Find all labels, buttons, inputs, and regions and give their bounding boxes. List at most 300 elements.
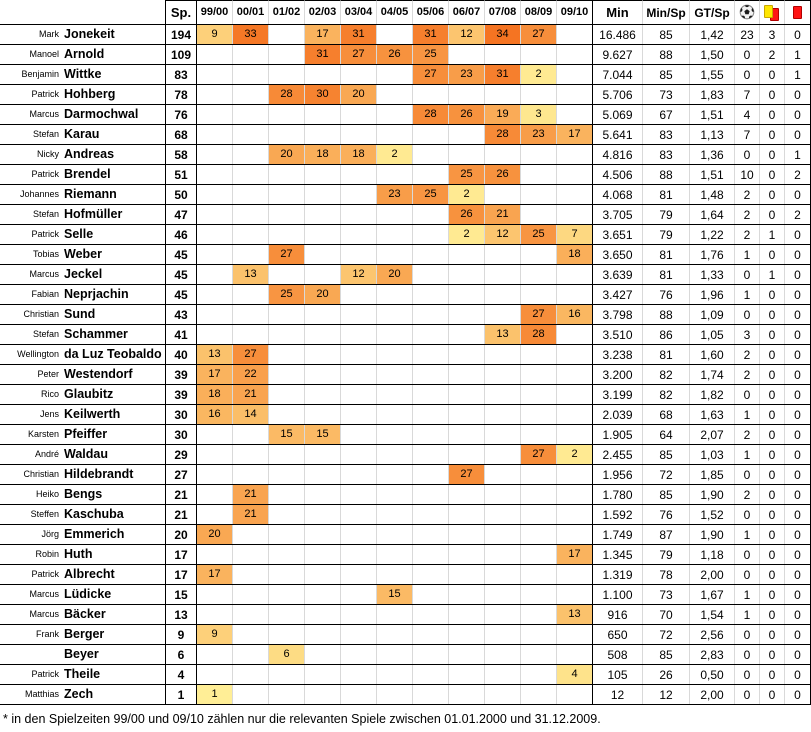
season-games-cell [485, 285, 521, 304]
season-games-cell [485, 525, 521, 544]
goals-cell: 1 [735, 285, 760, 304]
minutes-per-game-cell: 26 [643, 665, 690, 684]
season-games-cell: 28 [269, 85, 305, 104]
goals-cell: 2 [735, 185, 760, 204]
season-games-cell [449, 645, 485, 664]
season-games-cell [269, 345, 305, 364]
season-games-cell: 27 [269, 245, 305, 264]
player-first-name: Christian [23, 309, 59, 319]
games-played-cell: 45 [166, 245, 197, 264]
season-games-cell [413, 125, 449, 144]
red-cards-cell: 0 [785, 85, 811, 104]
season-games-cell [377, 485, 413, 504]
season-games-cell [557, 525, 593, 544]
player-first-name: Stefan [32, 209, 59, 219]
yellow-cards-cell: 0 [760, 445, 785, 464]
season-games-cell [485, 385, 521, 404]
season-games-cell: 26 [449, 205, 485, 224]
season-games-cell [377, 245, 413, 264]
goals-cell: 0 [735, 385, 760, 404]
player-last-name: Pfeiffer [64, 427, 108, 442]
season-games-cell [377, 25, 413, 44]
season-column-header: 03/04 [341, 0, 377, 24]
games-played-cell: 76 [166, 105, 197, 124]
minutes-per-game-cell: 85 [643, 65, 690, 84]
goals-against-per-game-cell: 1,83 [690, 85, 735, 104]
season-games-cell [269, 325, 305, 344]
season-games-cell [521, 365, 557, 384]
minutes-cell: 2.039 [593, 405, 643, 424]
season-games-cell [521, 385, 557, 404]
goals-cell: 1 [735, 405, 760, 424]
season-games-cell [377, 365, 413, 384]
minutes-per-game-cell: 81 [643, 245, 690, 264]
player-row [0, 145, 811, 165]
minutes-cell: 1.956 [593, 465, 643, 484]
player-name-cell [0, 405, 166, 424]
minutes-per-game-column-header: Min/Sp [643, 0, 690, 24]
goals-against-per-game-cell: 1,50 [690, 45, 735, 64]
season-games-cell [377, 85, 413, 104]
season-column-header: 02/03 [305, 0, 341, 24]
season-games-cell [197, 105, 233, 124]
games-played-cell: 47 [166, 205, 197, 224]
player-first-name: Johannes [19, 189, 59, 199]
player-last-name: Berger [64, 627, 105, 642]
season-games-cell [233, 205, 269, 224]
season-games-cell [233, 245, 269, 264]
goals-against-per-game-cell: 1,05 [690, 325, 735, 344]
season-games-cell [521, 525, 557, 544]
season-games-cell [197, 645, 233, 664]
player-column-header [0, 0, 166, 24]
season-games-cell [449, 445, 485, 464]
yellow-cards-cell: 1 [760, 265, 785, 284]
yellow-cards-cell: 0 [760, 585, 785, 604]
yellow-cards-cell: 0 [760, 505, 785, 524]
season-games-cell [485, 265, 521, 284]
season-games-cell: 19 [485, 105, 521, 124]
minutes-cell: 3.200 [593, 365, 643, 384]
season-games-cell [341, 205, 377, 224]
games-played-cell: 43 [166, 305, 197, 324]
season-games-cell: 20 [305, 285, 341, 304]
player-first-name: Stefan [32, 129, 59, 139]
minutes-per-game-cell: 88 [643, 165, 690, 184]
minutes-per-game-cell: 68 [643, 405, 690, 424]
minutes-cell: 1.345 [593, 545, 643, 564]
season-games-cell [305, 525, 341, 544]
season-games-cell [341, 165, 377, 184]
player-last-name: Arnold [64, 47, 105, 62]
player-first-name: Marcus [29, 109, 59, 119]
minutes-column-header: Min [593, 0, 643, 24]
season-games-cell: 2 [377, 145, 413, 164]
season-games-cell [341, 565, 377, 584]
season-games-cell [413, 225, 449, 244]
minutes-per-game-cell: 73 [643, 585, 690, 604]
season-games-cell [341, 505, 377, 524]
goals-cell: 1 [735, 585, 760, 604]
season-games-cell [341, 445, 377, 464]
red-cards-cell: 0 [785, 665, 811, 684]
season-games-cell: 17 [557, 545, 593, 564]
season-games-cell [377, 345, 413, 364]
goals-cell: 2 [735, 225, 760, 244]
season-games-cell [449, 665, 485, 684]
games-played-column-header: Sp. [166, 0, 197, 24]
season-games-cell [557, 45, 593, 64]
season-column-header: 09/10 [557, 0, 593, 24]
season-games-cell [377, 545, 413, 564]
goals-cell: 0 [735, 65, 760, 84]
player-name-cell [0, 145, 166, 164]
season-column-header: 08/09 [521, 0, 557, 24]
player-name-cell [0, 125, 166, 144]
season-games-cell [557, 565, 593, 584]
season-games-cell [233, 425, 269, 444]
season-games-cell [449, 245, 485, 264]
player-last-name: Karau [64, 127, 100, 142]
player-last-name: Jeckel [64, 267, 103, 282]
red-cards-column-header [785, 0, 811, 24]
season-games-cell [521, 485, 557, 504]
minutes-cell: 12 [593, 685, 643, 704]
season-games-cell [557, 465, 593, 484]
goals-against-per-game-cell: 1,13 [690, 125, 735, 144]
season-games-cell [377, 425, 413, 444]
season-games-cell: 21 [485, 205, 521, 224]
season-games-cell [233, 185, 269, 204]
player-row [0, 225, 811, 245]
season-games-cell [521, 45, 557, 64]
minutes-per-game-cell: 85 [643, 645, 690, 664]
table-header-row [0, 0, 811, 25]
season-games-cell [269, 385, 305, 404]
season-games-cell: 18 [305, 145, 341, 164]
player-name-cell [0, 65, 166, 84]
player-name-cell [0, 505, 166, 524]
season-games-cell [197, 325, 233, 344]
minutes-cell: 3.651 [593, 225, 643, 244]
yellow-cards-column-header [760, 0, 785, 24]
player-row [0, 85, 811, 105]
yellow-cards-cell: 0 [760, 65, 785, 84]
minutes-per-game-cell: 81 [643, 265, 690, 284]
season-games-cell [485, 445, 521, 464]
season-games-cell [269, 505, 305, 524]
season-games-cell [341, 485, 377, 504]
season-games-cell [413, 85, 449, 104]
season-games-cell [557, 165, 593, 184]
season-games-cell: 12 [341, 265, 377, 284]
games-played-cell: 83 [166, 65, 197, 84]
season-games-cell [197, 425, 233, 444]
season-games-cell [521, 605, 557, 624]
season-games-cell [233, 585, 269, 604]
minutes-cell: 1.780 [593, 485, 643, 504]
season-games-cell [413, 525, 449, 544]
season-games-cell [305, 245, 341, 264]
player-row [0, 345, 811, 365]
season-games-cell [377, 125, 413, 144]
red-cards-cell: 0 [785, 485, 811, 504]
season-games-cell [449, 265, 485, 284]
games-played-cell: 17 [166, 565, 197, 584]
player-first-name: Patrick [31, 229, 59, 239]
season-games-cell [449, 45, 485, 64]
minutes-per-game-cell: 72 [643, 625, 690, 644]
player-first-name: Steffen [30, 509, 59, 519]
season-games-cell: 16 [197, 405, 233, 424]
season-games-cell [305, 365, 341, 384]
season-games-cell [377, 665, 413, 684]
season-games-cell [377, 565, 413, 584]
games-played-cell: 51 [166, 165, 197, 184]
season-games-cell [269, 25, 305, 44]
goals-cell: 4 [735, 105, 760, 124]
season-games-cell [197, 465, 233, 484]
yellow-cards-cell: 0 [760, 205, 785, 224]
season-games-cell [377, 165, 413, 184]
red-cards-cell: 0 [785, 625, 811, 644]
season-games-cell [269, 485, 305, 504]
season-games-cell: 21 [233, 505, 269, 524]
games-played-cell: 58 [166, 145, 197, 164]
games-played-cell: 41 [166, 325, 197, 344]
season-games-cell [305, 385, 341, 404]
goals-against-per-game-cell: 1,36 [690, 145, 735, 164]
player-name-cell [0, 165, 166, 184]
season-games-cell [413, 365, 449, 384]
minutes-cell: 1.100 [593, 585, 643, 604]
season-games-cell: 17 [197, 365, 233, 384]
season-games-cell: 27 [341, 45, 377, 64]
season-games-cell [377, 65, 413, 84]
season-games-cell [305, 445, 341, 464]
goals-against-per-game-cell: 2,56 [690, 625, 735, 644]
player-last-name: Hildebrandt [64, 467, 134, 482]
season-games-cell [197, 545, 233, 564]
player-first-name: Manoel [29, 49, 59, 59]
season-games-cell [341, 425, 377, 444]
yellow-cards-cell: 0 [760, 485, 785, 504]
minutes-cell: 508 [593, 645, 643, 664]
player-last-name: Darmochwal [64, 107, 139, 122]
player-name-cell [0, 425, 166, 444]
season-games-cell [449, 585, 485, 604]
goals-against-per-game-cell: 1,90 [690, 525, 735, 544]
season-games-cell [305, 645, 341, 664]
yellow-cards-cell: 0 [760, 365, 785, 384]
games-played-cell: 109 [166, 45, 197, 64]
goals-cell: 1 [735, 445, 760, 464]
goals-against-per-game-cell: 1,55 [690, 65, 735, 84]
season-games-cell [521, 625, 557, 644]
player-last-name: Waldau [64, 447, 108, 462]
season-games-cell [233, 225, 269, 244]
season-games-cell [269, 465, 305, 484]
goals-against-per-game-cell: 1,03 [690, 445, 735, 464]
player-row [0, 445, 811, 465]
season-games-cell [233, 465, 269, 484]
red-cards-cell: 0 [785, 245, 811, 264]
yellow-cards-cell: 0 [760, 405, 785, 424]
player-row [0, 625, 811, 645]
games-played-cell: 45 [166, 285, 197, 304]
minutes-per-game-cell: 12 [643, 685, 690, 704]
season-games-cell: 18 [557, 245, 593, 264]
minutes-cell: 16.486 [593, 25, 643, 44]
season-games-cell [341, 525, 377, 544]
player-row [0, 25, 811, 45]
season-games-cell [449, 405, 485, 424]
season-games-cell: 31 [413, 25, 449, 44]
player-first-name: Patrick [31, 169, 59, 179]
season-games-cell [341, 665, 377, 684]
red-cards-cell: 0 [785, 605, 811, 624]
minutes-cell: 1.905 [593, 425, 643, 444]
player-row [0, 205, 811, 225]
season-games-cell [269, 185, 305, 204]
red-cards-cell: 1 [785, 65, 811, 84]
goals-cell: 2 [735, 345, 760, 364]
season-games-cell: 26 [449, 105, 485, 124]
player-name-cell [0, 385, 166, 404]
season-games-cell [233, 325, 269, 344]
goals-against-per-game-cell: 1,22 [690, 225, 735, 244]
season-games-cell [557, 625, 593, 644]
season-games-cell [413, 425, 449, 444]
season-games-cell [197, 445, 233, 464]
yellow-cards-cell: 0 [760, 185, 785, 204]
minutes-cell: 916 [593, 605, 643, 624]
yellow-red-card-icon [763, 4, 781, 22]
player-row [0, 325, 811, 345]
season-games-cell [197, 665, 233, 684]
minutes-per-game-cell: 85 [643, 25, 690, 44]
yellow-cards-cell: 0 [760, 465, 785, 484]
player-last-name: da Luz Teobaldo [64, 347, 162, 362]
red-cards-cell: 0 [785, 345, 811, 364]
season-games-cell [341, 645, 377, 664]
season-games-cell: 13 [557, 605, 593, 624]
season-games-cell [413, 345, 449, 364]
games-played-cell: 30 [166, 425, 197, 444]
season-games-cell [269, 445, 305, 464]
games-played-cell: 21 [166, 505, 197, 524]
red-cards-cell: 0 [785, 125, 811, 144]
season-games-cell [269, 165, 305, 184]
player-first-name: Marcus [29, 609, 59, 619]
season-games-cell [305, 205, 341, 224]
player-row [0, 105, 811, 125]
season-games-cell [341, 245, 377, 264]
season-games-cell [413, 585, 449, 604]
yellow-cards-cell: 0 [760, 545, 785, 564]
minutes-per-game-cell: 86 [643, 325, 690, 344]
season-games-cell [413, 325, 449, 344]
goals-cell: 0 [735, 685, 760, 704]
season-games-cell [341, 225, 377, 244]
goals-cell: 1 [735, 245, 760, 264]
player-last-name: Huth [64, 547, 93, 562]
season-games-cell [377, 205, 413, 224]
red-cards-cell: 0 [785, 645, 811, 664]
player-last-name: Hohberg [64, 87, 116, 102]
red-cards-cell: 0 [785, 525, 811, 544]
season-games-cell [233, 305, 269, 324]
red-cards-cell: 0 [785, 565, 811, 584]
goals-cell: 0 [735, 665, 760, 684]
player-first-name: Benjamin [21, 69, 59, 79]
minutes-cell: 3.705 [593, 205, 643, 224]
season-games-cell: 2 [449, 225, 485, 244]
player-first-name: Mark [39, 29, 59, 39]
minutes-cell: 5.069 [593, 105, 643, 124]
player-last-name: Riemann [64, 187, 117, 202]
season-games-cell: 25 [449, 165, 485, 184]
player-last-name: Neprjachin [64, 287, 129, 302]
season-games-cell: 15 [269, 425, 305, 444]
season-games-cell [521, 205, 557, 224]
minutes-cell: 9.627 [593, 45, 643, 64]
season-games-cell [557, 185, 593, 204]
season-games-cell [341, 685, 377, 704]
season-games-cell [485, 565, 521, 584]
season-games-cell: 25 [521, 225, 557, 244]
season-games-cell [557, 645, 593, 664]
player-row [0, 425, 811, 445]
player-first-name: Rico [40, 389, 59, 399]
season-games-cell [269, 625, 305, 644]
season-games-cell [377, 505, 413, 524]
season-games-cell [269, 605, 305, 624]
season-games-cell [341, 125, 377, 144]
season-games-cell [557, 505, 593, 524]
season-games-cell: 1 [197, 685, 233, 704]
red-cards-cell: 0 [785, 685, 811, 704]
minutes-per-game-cell: 64 [643, 425, 690, 444]
season-games-cell: 28 [521, 325, 557, 344]
goals-cell: 7 [735, 125, 760, 144]
minutes-cell: 1.319 [593, 565, 643, 584]
season-games-cell [341, 65, 377, 84]
season-games-cell [521, 465, 557, 484]
season-games-cell [377, 525, 413, 544]
season-games-cell [269, 545, 305, 564]
season-games-cell [413, 145, 449, 164]
goals-against-per-game-cell: 1,63 [690, 405, 735, 424]
season-games-cell [269, 665, 305, 684]
season-games-cell [341, 605, 377, 624]
red-cards-cell: 0 [785, 25, 811, 44]
season-games-cell [305, 345, 341, 364]
goals-cell: 0 [735, 625, 760, 644]
red-cards-cell: 1 [785, 145, 811, 164]
player-name-cell [0, 565, 166, 584]
season-games-cell [557, 325, 593, 344]
season-games-cell [269, 265, 305, 284]
player-last-name: Weber [64, 247, 102, 262]
season-games-cell [269, 225, 305, 244]
season-games-cell [521, 145, 557, 164]
player-first-name: Tobias [32, 249, 59, 259]
season-games-cell [233, 645, 269, 664]
player-first-name: Patrick [31, 669, 59, 679]
season-games-cell [377, 445, 413, 464]
season-games-cell [521, 405, 557, 424]
